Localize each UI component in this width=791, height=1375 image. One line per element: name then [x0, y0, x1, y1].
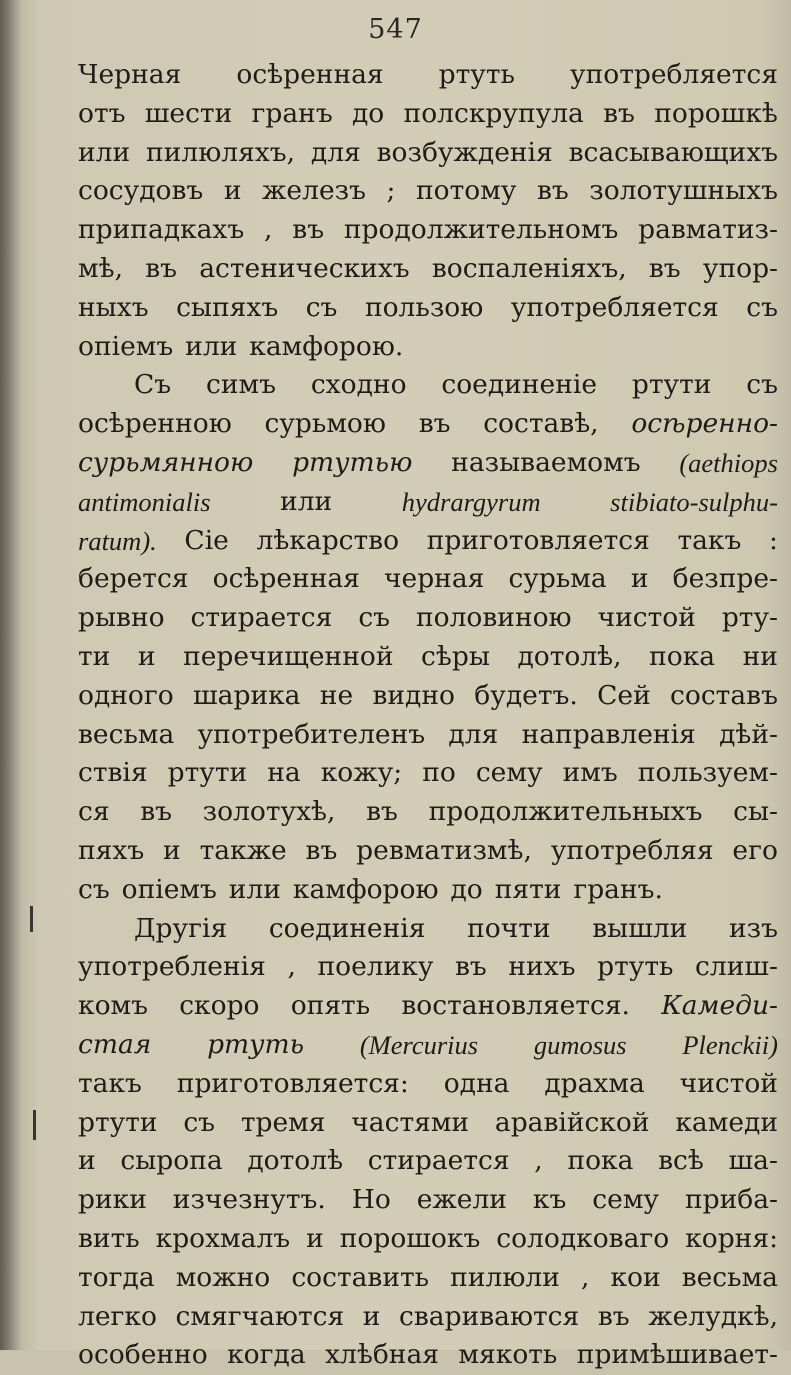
- text-word: ;: [386, 175, 396, 207]
- text-word: въ: [292, 214, 325, 246]
- text-word: составъ: [670, 679, 778, 711]
- text-word: Сей: [597, 679, 651, 711]
- text-word: сурьма: [508, 563, 607, 595]
- text-word: направленія: [521, 718, 696, 750]
- text-word: стая: [78, 1028, 152, 1060]
- text-line: [78, 483, 778, 522]
- text-word: и: [137, 640, 156, 672]
- text-word: черная: [384, 563, 485, 595]
- text-word: въ: [536, 175, 569, 207]
- text-word: пяхъ: [78, 834, 145, 866]
- text-word: въ: [597, 1300, 630, 1332]
- text-word: нихъ: [508, 951, 576, 983]
- text-word: приготовляется:: [176, 1067, 409, 1099]
- text-word: когда: [227, 1339, 306, 1371]
- text-word: ,: [534, 1145, 543, 1177]
- text-word: смягчаются: [175, 1300, 345, 1332]
- text-word: ежели: [416, 1184, 507, 1216]
- text-word: сурьмою: [264, 408, 386, 440]
- text-word: ,: [264, 214, 273, 246]
- text-word: продолжительныхъ: [428, 796, 703, 828]
- text-word: тогда: [78, 1261, 155, 1293]
- text-word: hydrargyrum: [401, 486, 541, 517]
- text-word: опіемъ: [121, 873, 217, 905]
- text-word: слиш-: [695, 951, 778, 983]
- text-word: ртуть: [438, 59, 515, 90]
- text-word: шарика: [193, 679, 301, 711]
- text-word: сему: [475, 757, 543, 789]
- text-word: ти: [78, 640, 111, 672]
- text-word: отъ: [78, 97, 126, 129]
- text-word: въ: [140, 796, 172, 828]
- text-word: дотолѣ,: [517, 640, 622, 672]
- text-line: [78, 1298, 778, 1337]
- text-word: камфорою.: [249, 330, 404, 362]
- text-word: stibiato-sulphu-: [610, 486, 778, 517]
- text-word: приба-: [684, 1184, 778, 1216]
- text-word: рывно: [78, 602, 165, 634]
- text-word: составѣ,: [483, 408, 599, 440]
- text-line: [78, 134, 778, 173]
- text-word: называемомъ: [451, 446, 641, 478]
- text-word: опять: [290, 990, 371, 1022]
- text-word: или: [185, 330, 238, 362]
- text-word: изчезнутъ.: [172, 1184, 326, 1216]
- text-word: воспаленіяхъ,: [431, 252, 627, 284]
- text-word: пользою: [364, 291, 484, 323]
- text-word: частями: [351, 1106, 470, 1138]
- text-word: кожу;: [320, 757, 403, 789]
- text-word: пилюли: [450, 1261, 560, 1293]
- text-word: ртутью: [292, 446, 413, 478]
- text-line: [78, 56, 778, 95]
- text-word: припадкахъ: [78, 214, 245, 246]
- text-word: полскрупула: [403, 97, 584, 129]
- text-word: или: [228, 873, 281, 905]
- text-word: въ: [366, 796, 398, 828]
- text-line: [78, 987, 778, 1026]
- text-word: до: [351, 97, 385, 129]
- text-word: Другія: [134, 912, 228, 944]
- text-word: ныхъ: [78, 291, 149, 323]
- text-word: и: [306, 1222, 324, 1254]
- text-word: ртуть: [207, 1028, 305, 1060]
- text-word: стирается: [190, 602, 333, 634]
- text-word: съ: [746, 291, 778, 323]
- text-word: одного: [78, 679, 174, 711]
- page-number: 547: [368, 14, 423, 45]
- text-word: потому: [415, 175, 517, 207]
- text-word: и: [362, 1300, 381, 1332]
- text-word: до: [450, 873, 483, 905]
- text-word: железъ: [262, 175, 366, 207]
- text-line: [78, 1104, 778, 1143]
- text-word: ша-: [728, 1145, 778, 1177]
- text-word: пользуем-: [637, 757, 778, 789]
- text-word: половиною: [415, 602, 572, 634]
- text-word: лѣкарство: [256, 524, 400, 556]
- text-line: [78, 1336, 778, 1375]
- text-line: [78, 444, 778, 483]
- margin-mark: [30, 906, 33, 932]
- text-word: особенно: [78, 1339, 208, 1371]
- text-word: имъ: [562, 757, 618, 789]
- text-word: Но: [351, 1184, 391, 1216]
- text-line: [78, 95, 778, 134]
- text-word: симъ: [206, 369, 276, 401]
- text-word: приготовляется: [426, 524, 650, 556]
- text-word: ртути: [167, 757, 248, 789]
- text-word: весьма: [681, 1261, 778, 1293]
- text-word: ся: [78, 796, 110, 828]
- text-line: [78, 560, 778, 599]
- text-word: желудкѣ,: [648, 1300, 778, 1332]
- text-word: и: [78, 1145, 96, 1177]
- text-word: такъ: [677, 524, 742, 556]
- text-word: gumosus: [533, 1029, 627, 1060]
- text-word: можно: [175, 1261, 271, 1293]
- text-word: antimonialis: [78, 486, 211, 517]
- text-word: употребляя: [550, 834, 714, 866]
- text-word: мѣ,: [78, 252, 124, 284]
- text-word: соединенія: [268, 912, 426, 944]
- text-word: почти: [467, 912, 551, 944]
- text-word: пока: [567, 1145, 634, 1177]
- text-word: корня:: [685, 1222, 778, 1254]
- text-line: [78, 522, 778, 561]
- text-word: камфорою: [292, 873, 439, 905]
- text-word: его: [732, 834, 778, 866]
- text-word: камеди: [675, 1106, 778, 1138]
- text-word: въ: [418, 408, 451, 440]
- text-word: упор-: [702, 252, 778, 284]
- text-word: Plenckii): [682, 1029, 778, 1060]
- text-word: равматиз-: [638, 214, 778, 246]
- text-word: гранъ: [251, 97, 333, 129]
- text-word: Сіе: [184, 524, 229, 556]
- text-word: ,: [580, 1261, 590, 1293]
- text-word: примѣшивает-: [576, 1339, 778, 1371]
- text-word: ртуть: [597, 951, 674, 983]
- text-word: востановляется.: [401, 990, 630, 1022]
- text-line: [78, 638, 778, 677]
- text-word: свариваются: [399, 1300, 580, 1332]
- text-word: чистой: [679, 1067, 778, 1099]
- text-word: не: [319, 679, 354, 711]
- text-line: [78, 793, 778, 832]
- text-word: хлѣбная: [325, 1339, 439, 1371]
- text-word: пока: [649, 640, 716, 672]
- text-word: въ: [145, 252, 178, 284]
- text-word: ртути: [631, 369, 712, 401]
- text-line: [78, 832, 778, 871]
- text-word: астеническихъ: [199, 252, 410, 284]
- text-word: мякоть: [458, 1339, 558, 1371]
- text-word: продолжительномъ: [343, 214, 619, 246]
- text-word: всасывающихъ: [568, 136, 778, 168]
- text-word: осѣренно-: [631, 408, 778, 440]
- text-word: употребляется: [570, 59, 778, 90]
- text-word: или: [78, 136, 131, 168]
- text-line: [78, 599, 778, 638]
- text-word: вышли: [592, 912, 688, 944]
- text-word: съ: [183, 1106, 216, 1138]
- text-word: по: [422, 757, 456, 789]
- text-word: порошкѣ: [654, 97, 778, 129]
- text-word: соединеніе: [441, 369, 598, 401]
- text-word: видно: [372, 679, 455, 711]
- text-line: [78, 250, 778, 289]
- text-word: составить: [291, 1261, 430, 1293]
- text-word: Камеди-: [661, 990, 778, 1022]
- text-word: опіемъ: [78, 330, 174, 362]
- text-word: золотухѣ,: [202, 796, 336, 828]
- binding-shadow: [0, 0, 22, 1350]
- text-word: Съ: [134, 369, 172, 401]
- text-line: [78, 289, 778, 328]
- text-line: [78, 1259, 778, 1298]
- text-word: солодковаго: [496, 1222, 670, 1254]
- text-word: и: [163, 834, 181, 866]
- text-word: или: [280, 485, 333, 517]
- text-word: крохмалъ: [155, 1222, 291, 1254]
- text-word: сходно: [310, 369, 407, 401]
- text-line: [78, 172, 778, 211]
- text-line: [78, 405, 778, 444]
- text-word: гранъ.: [573, 873, 663, 905]
- text-word: вить: [78, 1222, 140, 1254]
- text-line: [78, 716, 778, 755]
- text-word: къ: [532, 1184, 567, 1216]
- text-word: кои: [610, 1261, 661, 1293]
- text-word: употребленія: [78, 951, 266, 983]
- text-line: [78, 948, 778, 987]
- text-word: Черная: [78, 59, 182, 90]
- text-line: [78, 1142, 778, 1181]
- text-word: въ: [603, 97, 635, 129]
- text-word: съ: [78, 873, 110, 905]
- text-word: для: [310, 136, 361, 168]
- text-line: [78, 211, 778, 250]
- text-word: ratum).: [78, 525, 157, 556]
- margin-mark: [33, 1110, 36, 1140]
- text-word: скоро: [179, 990, 260, 1022]
- text-line: [78, 754, 778, 793]
- text-word: и: [223, 175, 242, 207]
- text-word: ни: [742, 640, 778, 672]
- text-word: сыпяхъ: [176, 291, 279, 323]
- text-line: [78, 1181, 778, 1220]
- text-word: сѣры: [421, 640, 490, 672]
- text-word: пяти: [494, 873, 562, 905]
- text-word: употребителенъ: [197, 718, 426, 750]
- text-word: (Mercurius: [359, 1029, 479, 1060]
- text-word: поелику: [317, 951, 434, 983]
- text-word: осѣренная: [236, 59, 384, 90]
- text-word: дотолѣ: [247, 1145, 344, 1177]
- text-word: весьма: [78, 718, 175, 750]
- text-line: [78, 366, 778, 405]
- text-word: порошокъ: [339, 1222, 481, 1254]
- text-word: драхма: [544, 1067, 645, 1099]
- text-word: съ: [358, 602, 391, 634]
- text-word: ,: [287, 951, 296, 983]
- text-line: [78, 1026, 778, 1065]
- text-word: золотушныхъ: [589, 175, 778, 207]
- text-word: шести: [144, 97, 233, 129]
- text-word: безпре-: [672, 563, 778, 595]
- text-word: пилюляхъ,: [146, 136, 296, 168]
- text-line: [78, 1065, 778, 1104]
- text-word: :: [769, 524, 778, 556]
- text-word: рики: [78, 1184, 147, 1216]
- text-word: съ: [746, 369, 778, 401]
- text-word: возбужденія: [376, 136, 553, 168]
- text-word: сосудовъ: [78, 175, 204, 207]
- text-word: изъ: [728, 912, 778, 944]
- text-word: въ: [455, 951, 487, 983]
- text-word: аравійской: [494, 1106, 650, 1138]
- body-text: [78, 56, 778, 1375]
- text-word: тремя: [240, 1106, 326, 1138]
- text-word: въ: [305, 834, 338, 866]
- text-word: комъ: [78, 990, 148, 1022]
- text-word: берется: [78, 563, 189, 595]
- text-word: ревматизмѣ,: [356, 834, 532, 866]
- text-word: на: [267, 757, 301, 789]
- text-word: для: [448, 718, 499, 750]
- text-word: въ: [648, 252, 681, 284]
- text-word: ртути: [78, 1106, 158, 1138]
- text-line: [78, 677, 778, 716]
- text-word: и: [630, 563, 649, 595]
- text-line: [78, 1220, 778, 1259]
- text-line: [78, 910, 778, 949]
- text-word: также: [199, 834, 287, 866]
- text-word: осѣренною: [78, 408, 232, 440]
- text-line: [78, 328, 778, 367]
- text-word: осѣренная: [212, 563, 360, 595]
- text-word: (aethiops: [679, 447, 778, 478]
- text-word: будетъ.: [474, 679, 578, 711]
- text-word: стирается: [367, 1145, 510, 1177]
- text-word: одна: [443, 1067, 510, 1099]
- text-word: дѣй-: [719, 718, 778, 750]
- text-word: сыропа: [120, 1145, 223, 1177]
- text-word: такъ: [78, 1067, 142, 1099]
- text-word: перечищенной: [183, 640, 394, 672]
- text-word: употребляется: [510, 291, 719, 323]
- text-word: съ: [305, 291, 338, 323]
- text-word: рту-: [721, 602, 778, 634]
- text-word: сему: [592, 1184, 660, 1216]
- text-word: сурьмянною: [78, 446, 254, 478]
- text-word: всѣ: [658, 1145, 704, 1177]
- text-word: легко: [78, 1300, 157, 1332]
- text-word: сы-: [733, 796, 778, 828]
- text-line: [78, 871, 778, 910]
- text-word: ствія: [78, 757, 148, 789]
- text-word: чистой: [597, 602, 696, 634]
